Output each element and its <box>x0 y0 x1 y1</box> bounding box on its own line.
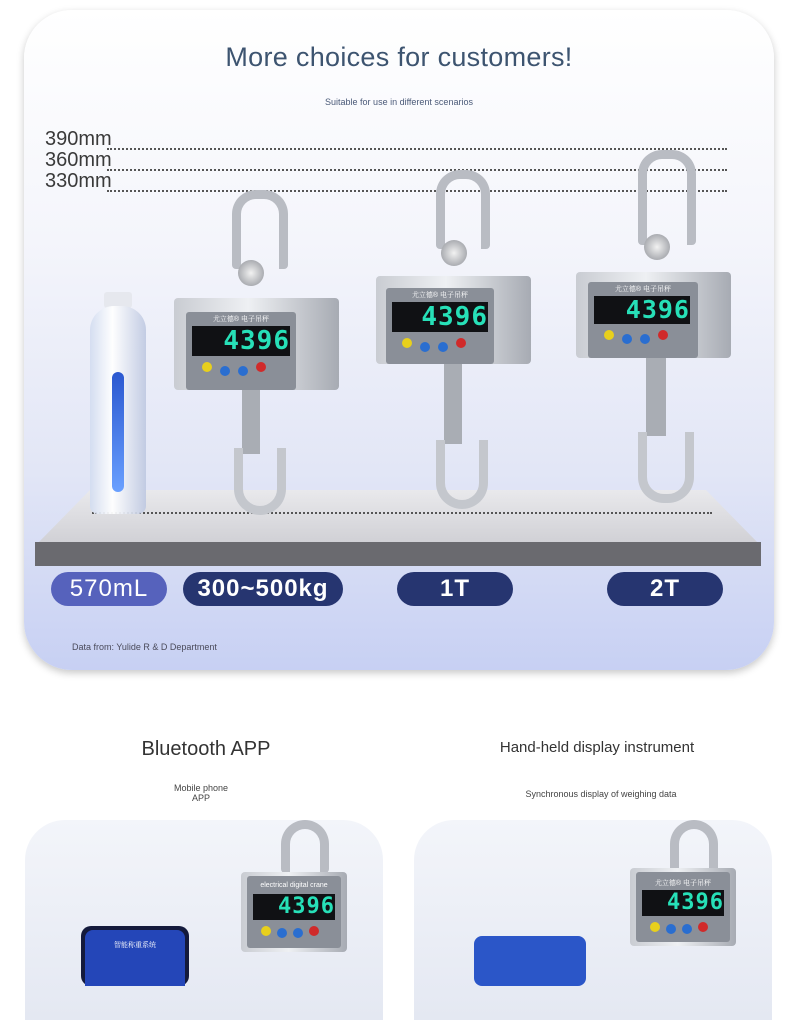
scale-brand-label: 尤立德® 电子吊秤 <box>212 316 270 323</box>
water-bottle-image <box>90 292 146 514</box>
bluetooth-app-card <box>25 820 383 1020</box>
crane-scale-2t <box>576 150 736 520</box>
crane-scale-1t <box>376 170 536 520</box>
scale-display: 4396 <box>253 894 335 920</box>
bluetooth-subtitle: Mobile phone APP <box>173 783 229 803</box>
phone-app-title: 智能称重系统 <box>114 942 156 949</box>
capacity-label-2t: 2T <box>607 572 723 606</box>
crane-scale-bluetooth <box>237 820 367 960</box>
page-subtitle: Suitable for use in different scenarios <box>325 97 473 107</box>
bluetooth-title: Bluetooth APP <box>141 738 271 760</box>
handheld-subtitle: Synchronous display of weighing data <box>525 789 677 799</box>
data-source-note: Data from: Yulide R & D Department <box>72 642 217 652</box>
product-comparison-card <box>24 10 774 670</box>
display-platform-edge <box>35 542 761 566</box>
phone-image <box>81 926 189 986</box>
handheld-display-card <box>414 820 772 1020</box>
height-label-360: 360mm <box>45 149 112 171</box>
scale-brand-label: 尤立德® 电子吊秤 <box>411 292 469 299</box>
capacity-label-300-500kg: 300~500kg <box>183 572 343 606</box>
scale-display: 4396 <box>642 890 724 916</box>
crane-scale-300-500kg <box>174 190 344 520</box>
height-label-390: 390mm <box>45 128 112 150</box>
handheld-title: Hand-held display instrument <box>499 739 695 756</box>
scale-display: 4396 <box>392 302 488 332</box>
scale-display: 4396 <box>594 296 690 324</box>
crane-scale-handheld <box>626 820 756 960</box>
page-title: More choices for customers! <box>225 42 573 72</box>
scale-display: 4396 <box>192 326 290 356</box>
scale-brand-label: electrical digital crane <box>260 882 328 889</box>
capacity-label-1t: 1T <box>397 572 513 606</box>
handheld-instrument-image <box>474 936 586 986</box>
height-label-330: 330mm <box>45 170 112 192</box>
scale-brand-label: 尤立德® 电子吊秤 <box>654 880 712 887</box>
capacity-label-570ml: 570mL <box>51 572 167 606</box>
scale-brand-label: 尤立德® 电子吊秤 <box>614 286 672 293</box>
